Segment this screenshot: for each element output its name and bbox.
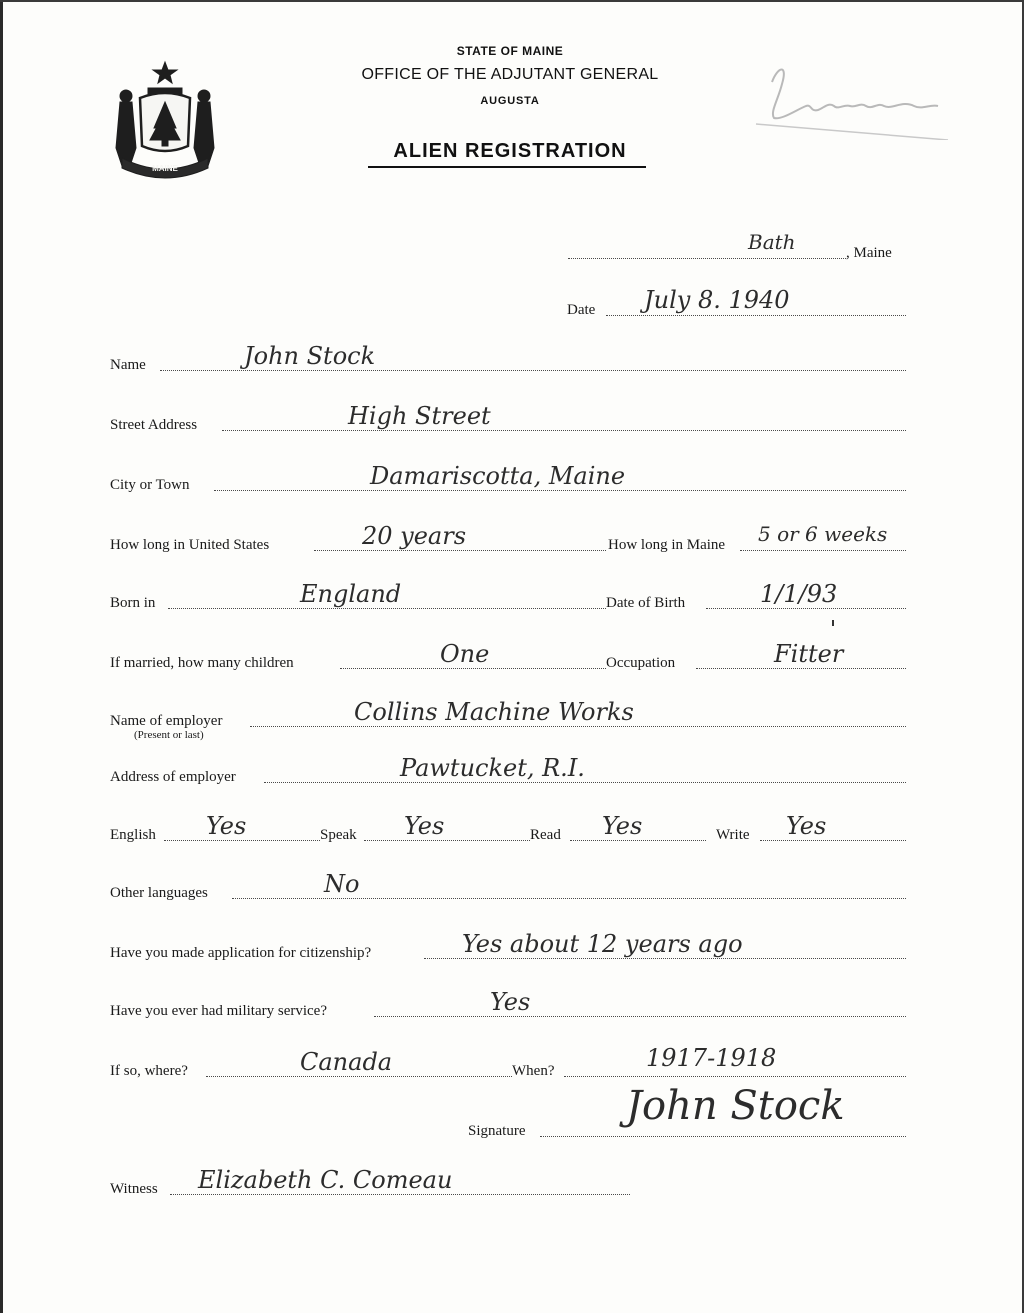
place-town-value: Bath bbox=[748, 230, 796, 254]
header-city: AUGUSTA bbox=[480, 95, 540, 107]
signature-line bbox=[540, 1136, 906, 1137]
write-value: Yes bbox=[786, 812, 827, 840]
employer-address-value: Pawtucket, R.I. bbox=[400, 754, 585, 782]
military-line bbox=[374, 1016, 906, 1017]
when-label: When? bbox=[512, 1063, 555, 1079]
write-line bbox=[760, 840, 906, 841]
header-state: STATE OF MAINE bbox=[456, 44, 564, 58]
maine-duration-label: How long in Maine bbox=[608, 537, 726, 553]
street-address-label: Street Address bbox=[110, 417, 198, 433]
name-value: John Stock bbox=[244, 342, 376, 370]
city-town-value: Damariscotta, Maine bbox=[370, 462, 626, 490]
dob-line bbox=[706, 608, 906, 609]
born-in-value: England bbox=[300, 580, 402, 608]
write-label: Write bbox=[716, 827, 750, 843]
citizenship-value: Yes about 12 years ago bbox=[462, 930, 743, 958]
witness-value: Elizabeth C. Comeau bbox=[198, 1166, 453, 1194]
employer-label: Name of employer bbox=[110, 713, 223, 729]
signature-label: Signature bbox=[468, 1123, 526, 1139]
street-address-value: High Street bbox=[348, 402, 491, 430]
us-duration-line bbox=[314, 550, 606, 551]
english-value: Yes bbox=[206, 812, 247, 840]
name-line bbox=[160, 370, 906, 371]
maine-duration-value: 5 or 6 weeks bbox=[758, 522, 888, 546]
other-languages-line bbox=[232, 898, 906, 899]
occupation-label: Occupation bbox=[606, 655, 676, 671]
witness-line bbox=[170, 1194, 630, 1195]
speak-line bbox=[364, 840, 530, 841]
english-label: English bbox=[110, 827, 156, 843]
children-value: One bbox=[440, 640, 490, 668]
where-value: Canada bbox=[300, 1048, 393, 1076]
read-value: Yes bbox=[602, 812, 643, 840]
dob-label: Date of Birth bbox=[606, 595, 686, 611]
speak-label: Speak bbox=[320, 827, 357, 843]
other-languages-value: No bbox=[324, 870, 360, 898]
maine-duration-line bbox=[740, 550, 906, 551]
us-duration-label: How long in United States bbox=[110, 537, 270, 553]
where-line bbox=[206, 1076, 512, 1077]
maine-state-seal-icon bbox=[110, 58, 220, 180]
children-label: If married, how many children bbox=[110, 655, 294, 671]
employer-sublabel: (Present or last) bbox=[134, 729, 204, 741]
born-in-label: Born in bbox=[110, 595, 156, 611]
header-office: OFFICE OF THE ADJUTANT GENERAL bbox=[361, 66, 659, 83]
employer-value: Collins Machine Works bbox=[354, 698, 634, 726]
employer-line bbox=[250, 726, 906, 727]
other-languages-label: Other languages bbox=[110, 885, 208, 901]
date-line bbox=[606, 315, 906, 316]
place-suffix: , Maine bbox=[846, 245, 892, 261]
date-label: Date bbox=[567, 302, 596, 318]
place-line bbox=[568, 258, 846, 259]
signature-value: John Stock bbox=[626, 1083, 845, 1129]
street-address-line bbox=[222, 430, 906, 431]
military-value: Yes bbox=[490, 988, 531, 1016]
born-in-line bbox=[168, 608, 606, 609]
date-value: July 8. 1940 bbox=[644, 286, 790, 314]
dob-value: 1/1/93 bbox=[760, 580, 838, 608]
where-label: If so, where? bbox=[110, 1063, 188, 1079]
children-line bbox=[340, 668, 606, 669]
us-duration-value: 20 years bbox=[362, 522, 467, 550]
name-label: Name bbox=[110, 357, 146, 373]
stray-mark bbox=[832, 620, 834, 626]
english-line bbox=[164, 840, 320, 841]
city-town-label: City or Town bbox=[110, 477, 190, 493]
city-town-line bbox=[214, 490, 906, 491]
occupation-line bbox=[696, 668, 906, 669]
military-label: Have you ever had military service? bbox=[110, 1003, 327, 1019]
read-label: Read bbox=[530, 827, 561, 843]
citizenship-line bbox=[424, 958, 906, 959]
page-title: ALIEN REGISTRATION bbox=[393, 140, 627, 162]
speak-value: Yes bbox=[404, 812, 445, 840]
scan-left-edge bbox=[0, 0, 3, 1313]
title-underline bbox=[368, 166, 646, 168]
read-line bbox=[570, 840, 706, 841]
employer-address-line bbox=[264, 782, 906, 783]
employer-address-label: Address of employer bbox=[110, 769, 236, 785]
occupation-value: Fitter bbox=[774, 640, 844, 668]
when-value: 1917-1918 bbox=[646, 1044, 777, 1072]
scan-top-edge bbox=[0, 0, 1024, 2]
witness-label: Witness bbox=[110, 1181, 158, 1197]
citizenship-label: Have you made application for citizenship? bbox=[110, 945, 372, 961]
when-line bbox=[564, 1076, 906, 1077]
seal-banner-text: MAINE bbox=[152, 164, 178, 173]
pencil-county-annotation bbox=[752, 60, 952, 140]
